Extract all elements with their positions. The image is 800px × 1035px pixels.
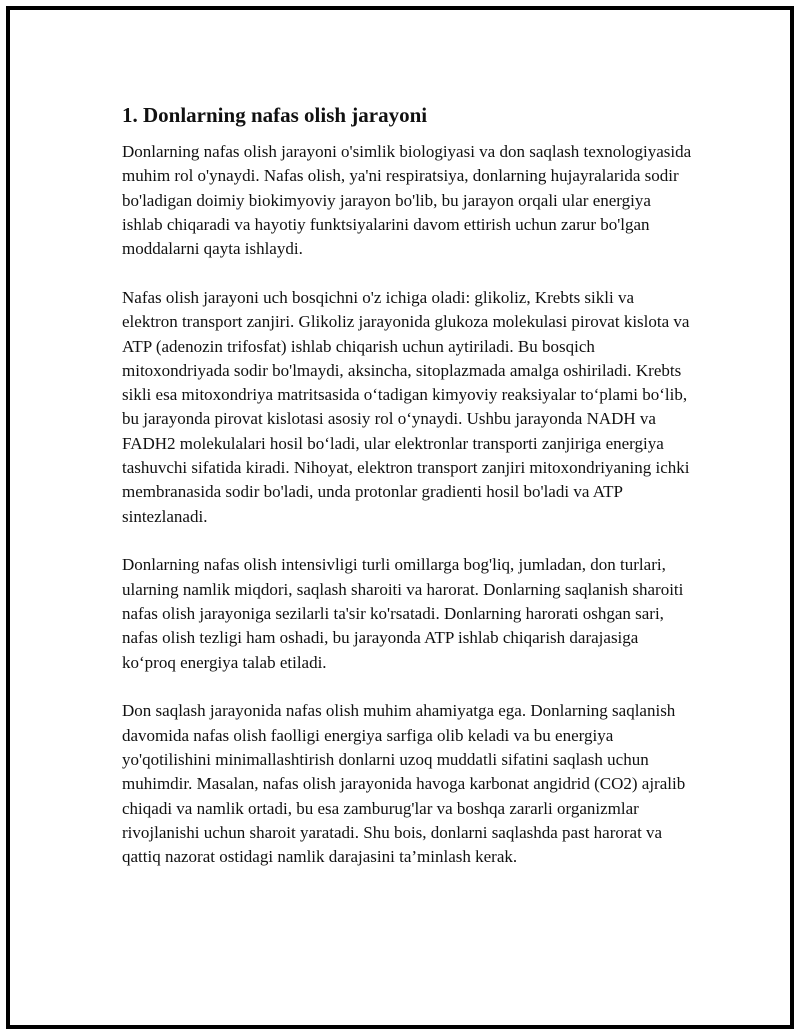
page-frame [6,6,794,1029]
paragraph-storage: Don saqlash jarayonida nafas olish muhim ahamiyatga ega. Donlarning saqlanish davomida nafas olish faolligi energiya sarfiga olib keladi va bu energiya yo'qotilishini minimallashtirish donlarni uzoq muddatli sifatini saqlash uchun muhimdir. Masalan, nafas olish jarayonida havoga karbonat angidrid (CO2) ajralib chiqadi va namlik ortadi, bu esa zamburug'lar va boshqa zararli organizmlar rivojlanishi uchun sharoit yaratadi. Shu bois, donlarni saqlashda past harorat va qattiq nazorat ostidagi namlik darajasini ta’minlash kerak. [122,701,686,867]
paragraph-intensity: Donlarning nafas olish intensivligi turli omillarga bog'liq, jumladan, don turlari, ularning namlik miqdori, saqlash sharoiti va harorat. Donlarning saqlanish sharoiti nafas olish jarayoniga sezilarli ta'sir ko'rsatadi. Donlarning harorati oshgan sari, nafas olish tezligi ham oshadi, bu jarayonda ATP ishlab chiqarish darajasiga ko‘proq energiya talab etiladi. [122,555,684,672]
paragraph-stages: Nafas olish jarayoni uch bosqichni o'z ichiga oladi: glikoliz, Krebts sikli va elektron transport zanjiri. Glikoliz jarayonida glukoza molekulasi pirovat kislota va ATP (adenozin trifosfat) ishlab chiqarish uchun aytiriladi. Bu bosqich mitoxondriyada sodir bo'lmaydi, aksincha, sitoplazmada amalga oshiriladi. Krebts sikli esa mitoxondriya matritsasida o‘tadigan kimyoviy reaksiyalar to‘plami bo‘lib, bu jarayonda pirovat kislotasi asosiy rol o‘ynaydi. Ushbu jarayonda NADH va FADH2 molekulalari hosil bo‘ladi, ular elektronlar transporti zanjiriga energiya tashuvchi sifatida kiradi. Nihoyat, elektron transport zanjiri mitoxondriyaning ichki membranasida sodir bo'ladi, unda protonlar gradienti hosil bo'ladi va ATP sintezlanadi. [122,287,690,526]
section-title: 1. Donlarning nafas olish jarayoni [122,103,428,127]
paragraph-intro: Donlarning nafas olish jarayoni o'simlik biologiyasi va don saqlash texnologiyasida muhim rol o'ynaydi. Nafas olish, ya'ni respiratsiya, donlarning hujayralarida sodir bo'ladigan doimiy biokimyoviy jarayon bo'lib, bu jarayon orqali ular energiya ishlab chiqaradi va hayotiy funktsiyalarini davom ettirish uchun zarur bo'lgan moddalarni qayta ishlaydi. [122,142,692,259]
document-body [122,100,692,894]
